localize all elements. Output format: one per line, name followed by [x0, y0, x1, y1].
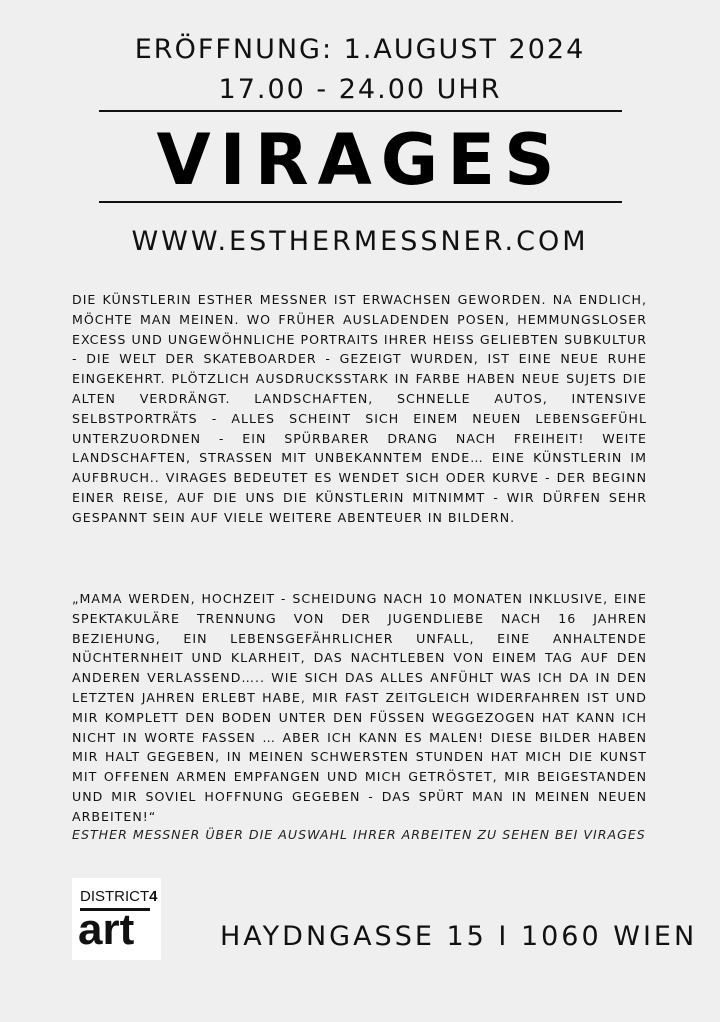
exhibition-title: VIRAGES	[156, 119, 564, 201]
logo-art-word: art	[78, 905, 135, 954]
district4-art-logo	[72, 878, 161, 960]
opening-date: ERÖFFNUNG: 1.AUGUST 2024	[134, 34, 586, 65]
top-divider	[99, 110, 622, 112]
quote-paragraph: „MAMA WERDEN, HOCHZEIT - SCHEIDUNG NACH 10 MONATEN INKLUSIVE, EINE SPEKTAKULÄRE TRENNUNG VON DER JUGENDLIEBE NACH 16 JAHREN BEZIEHUNG, EIN LEBENSGEFÄHRLICHER UNFALL, EINE ANHALTENDE NÜCHTERNHEIT UND KLARHEIT, DAS NACHTLEBEN VON EINEM TAG AUF DEN ANDEREN VERLASSEND….. WIE SICH DAS ALLES ANFÜHLT WAS ICH DA IN DEN LETZTEN JAHREN ERLEBT HABE, MIR FAST ZEITGLEICH WIDERFAHREN IST UND MIR KOMPLETT DEN BODEN UNTER DEN FÜSSEN WEGGEZOGEN HAT KANN ICH NICHT IN WORTE FASSEN … ABER ICH KANN ES MALEN! DIESE BILDER HABEN MIR HALT GEGEBEN, IN MEINEN SCHWERSTEN STUNDEN HAT MICH DIE KUNST MIT OFFENEN ARMEN EMPFANGEN UND MICH GETRÖSTET, MIR BEIGESTANDEN UND MIR SOVIEL HOFFNUNG GEGEBEN - DAS SPÜRT MAN IN MEINEN NEUEN ARBEITEN!“	[72, 591, 647, 824]
logo-top-text	[80, 889, 158, 905]
description-paragraph: DIE KÜNSTLERIN ESTHER MESSNER IST ERWACHSEN GEWORDEN. NA ENDLICH, MÖCHTE MAN MEINEN. WO FRÜHER AUSLADENDEN POSEN, HEMMUNGSLOSER EXCESS UND UNGEWÖHNLICHE PORTRAITS IHRER HEISS GELIEBTEN SUBKULTUR - DIE WELT DER SKATEBOARDER - GEZEIGT WURDEN, IST EINE NEUE RUHE EINGEKEHRT. PLÖTZLICH AUSDRUCKSSTARK IN FARBE HABEN NEUE SUJETS DIE ALTEN VERDRÄNGT. LANDSCHAFTEN, SCHNELLE AUTOS, INTENSIVE SELBSTPORTRÄTS - ALLES SCHEINT SICH EINEM NEUEN LEBENSGEFÜHL UNTERZUORDNEN - EIN SPÜRBARER DRANG NACH FREIHEIT! WEITE LANDSCHAFTEN, STRASSEN MIT UNBEKANNTEM ENDE… EINE KÜNSTLERIN IM AUFBRUCH.. VIRAGES BEDEUTET ES WENDET SICH ODER KURVE - DER BEGINN EINER REISE, AUF DIE UNS DIE KÜNSTLERIN MITNIMMT - WIR DÜRFEN SEHR GESPANNT SEIN AUF VIELE WEITERE ABENTEUER IN BILDERN.	[72, 292, 647, 525]
opening-time: 17.00 - 24.00 UHR	[218, 74, 502, 105]
logo-district-number: 4	[149, 888, 158, 905]
logo-district-word: DISTRICT	[80, 888, 150, 905]
bottom-divider	[99, 201, 622, 203]
venue-address: HAYDNGASSE 15 I 1060 WIEN	[220, 921, 698, 952]
quote-attribution: ESTHER MESSNER ÜBER DIE AUSWAHL IHRER ARBEITEN ZU SEHEN BEI VIRAGES	[72, 827, 646, 842]
website-url[interactable]: WWW.ESTHERMESSNER.COM	[131, 226, 589, 257]
